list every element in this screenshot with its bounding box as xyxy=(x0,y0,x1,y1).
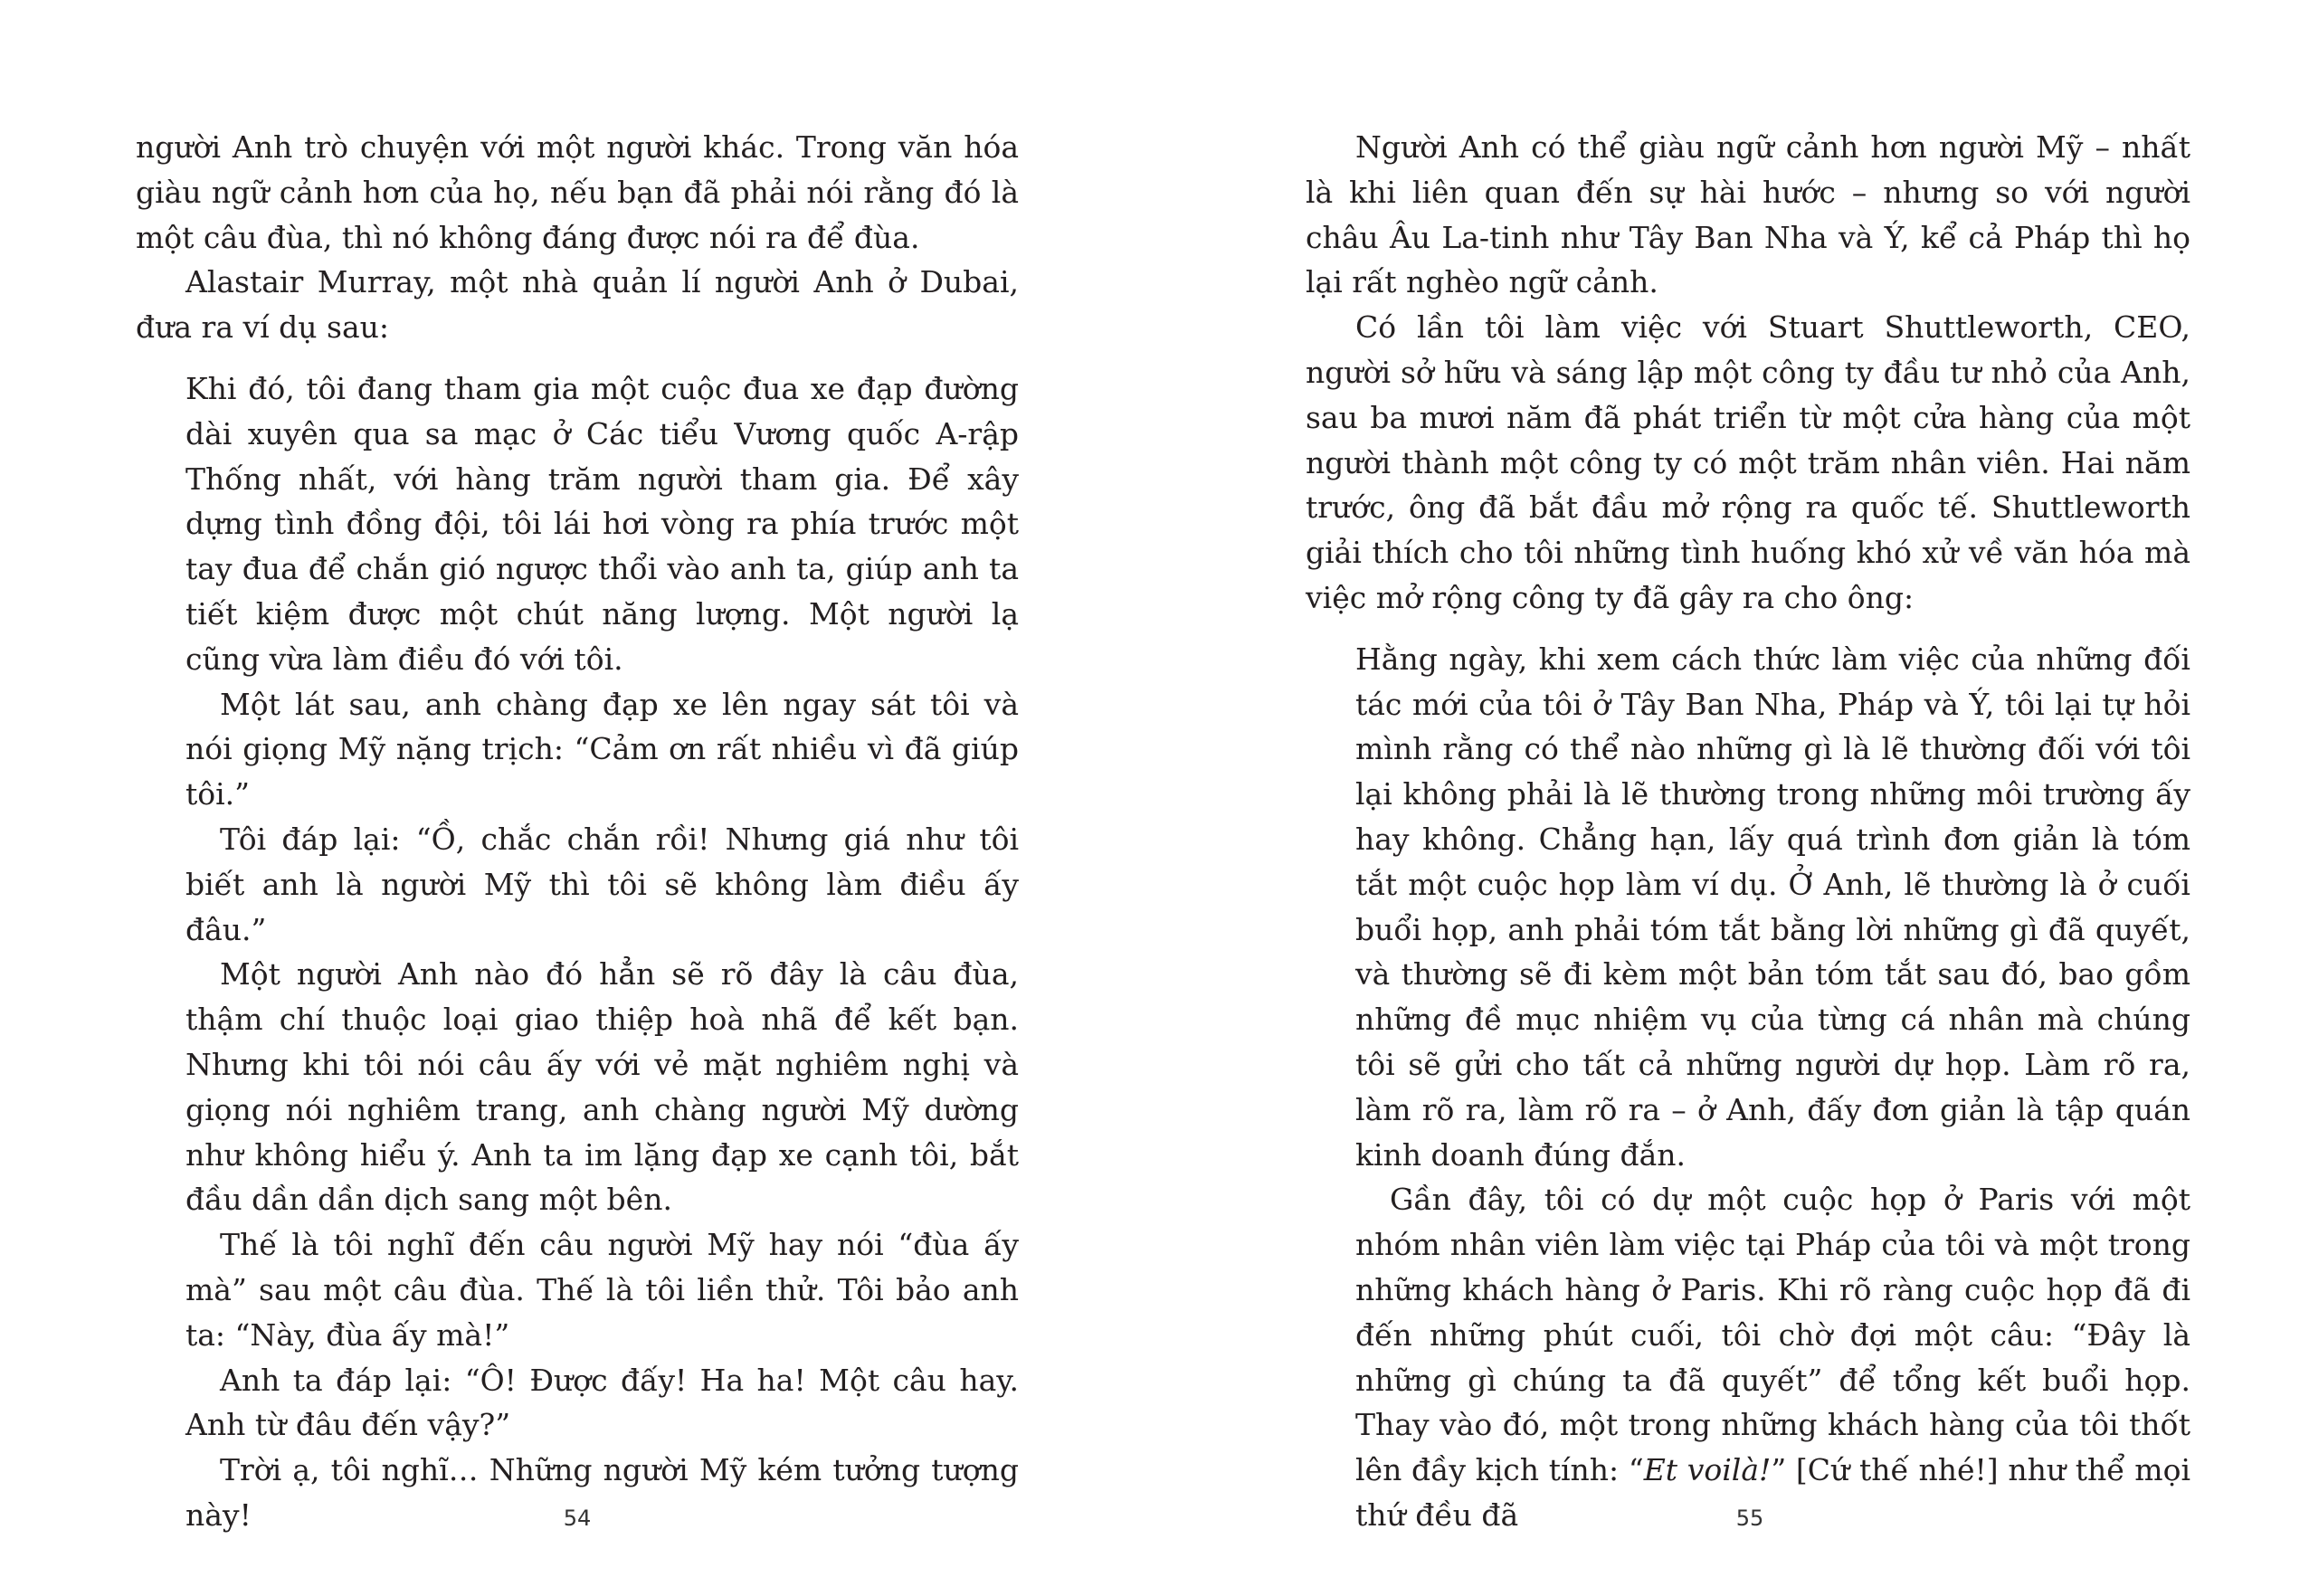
quote-paragraph: Hằng ngày, khi xem cách thức làm việc của những đối tác mới của tôi ở Tây Ban Nha, Pháp và Ý, tôi lại tự hỏi mình rằng có thể nào những gì là lẽ thường đối với tôi lại không phải là lẽ thường trong những môi trường ấy hay không. Chẳng hạn, lấy quá trình đơn giản là tóm tắt một cuộc họp làm ví dụ. Ở Anh, lẽ thường là ở cuối buổi họp, anh phải tóm tắt bằng lời những gì đã quyết, và thường sẽ đi kèm một bản tóm tắt sau đó, bao gồm những đề mục nhiệm vụ của từng cá nhân mà chúng tôi sẽ gửi cho tất cả những người dự họp. Làm rõ ra, làm rõ ra, làm rõ ra – ở Anh, đấy đơn giản là tập quán kinh doanh đúng đắn. xyxy=(1355,641,2190,1173)
quote-paragraph: Trời ạ, tôi nghĩ… Những người Mỹ kém tưởng tượng này! xyxy=(185,1452,1019,1533)
right-page xyxy=(1154,0,2309,1596)
quote-paragraph: Một lát sau, anh chàng đạp xe lên ngay sát tôi và nói giọng Mỹ nặng trịch: “Cảm ơn rất nhiều vì đã giúp tôi.” xyxy=(185,686,1019,812)
paragraph: Có lần tôi làm việc với Stuart Shuttleworth, CEO, người sở hữu và sáng lập một công ty đầu tư nhỏ của Anh, sau ba mươi năm đã phát triển từ một cửa hàng của một người thành một công ty có một trăm nhân viên. Hai năm trước, ông đã bắt đầu mở rộng ra quốc tế. Shuttleworth giải thích cho tôi những tình huống khó xử về văn hóa mà việc mở rộng công ty đã gây ra cho ông: xyxy=(1306,309,2190,615)
left-page-text xyxy=(136,125,1019,1538)
right-page-text xyxy=(1306,125,2190,1538)
quote-paragraph xyxy=(1355,1177,2190,1537)
paragraph: người Anh trò chuyện với một người khác. Trong văn hóa giàu ngữ cảnh hơn của họ, nếu bạn đã phải nói rằng đó là một câu đùa, thì nó không đáng được nói ra để đùa. xyxy=(136,129,1019,255)
quote-text: ” [Cứ thế nhé!] như thể mọi thứ đều đã xyxy=(1355,1452,2190,1533)
page-number: 54 xyxy=(563,1506,592,1531)
paragraph: Alastair Murray, một nhà quản lí người Anh ở Dubai, đưa ra ví dụ sau: xyxy=(136,264,1019,346)
page-number: 55 xyxy=(1735,1506,1764,1531)
quote-paragraph: Thế là tôi nghĩ đến câu người Mỹ hay nói “đùa ấy mà” sau một câu đùa. Thế là tôi liền thử. Tôi bảo anh ta: “Này, đùa ấy mà!” xyxy=(185,1227,1019,1353)
left-page xyxy=(0,0,1154,1596)
quote-text: Gần đây, tôi có dự một cuộc họp ở Paris với một nhóm nhân viên làm việc tại Pháp của tôi và một trong những khách hàng ở Paris. Khi rõ ràng cuộc họp đã đi đến những phút cuối, tôi chờ đợi một câu: “Đây là những gì chúng ta đã quyết” để tổng kết buổi họp. Thay vào đó, một trong những khách hàng của tôi thốt lên đầy kịch tính: “ xyxy=(1355,1182,2190,1488)
quote-paragraph: Anh ta đáp lại: “Ô! Được đấy! Ha ha! Một câu hay. Anh từ đâu đến vậy?” xyxy=(185,1362,1019,1443)
quote-paragraph: Tôi đáp lại: “Ồ, chắc chắn rồi! Nhưng giá như tôi biết anh là người Mỹ thì tôi sẽ không làm điều ấy đâu.” xyxy=(185,821,1019,947)
italic-phrase: Et voilà! xyxy=(1643,1452,1772,1488)
quote-paragraph: Một người Anh nào đó hẳn sẽ rõ đây là câu đùa, thậm chí thuộc loại giao thiệp hoà nhã để kết bạn. Nhưng khi tôi nói câu ấy với vẻ mặt nghiêm nghị và giọng nói nghiêm trang, anh chàng người Mỹ dường như không hiểu ý. Anh ta im lặng đạp xe cạnh tôi, bắt đầu dần dần dịch sang một bên. xyxy=(185,956,1019,1218)
paragraph: Người Anh có thể giàu ngữ cảnh hơn người Mỹ – nhất là khi liên quan đến sự hài hước – nhưng so với người châu Âu La-tinh như Tây Ban Nha và Ý, kể cả Pháp thì họ lại rất nghèo ngữ cảnh. xyxy=(1306,129,2190,300)
quote-paragraph: Khi đó, tôi đang tham gia một cuộc đua xe đạp đường dài xuyên qua sa mạc ở Các tiểu Vương quốc A-rập Thống nhất, với hàng trăm người tham gia. Để xây dựng tình đồng đội, tôi lái hơi vòng ra phía trước một tay đua để chắn gió ngược thổi vào anh ta, giúp anh ta tiết kiệm được một chút năng lượng. Một người lạ cũng vừa làm điều đó với tôi. xyxy=(185,370,1019,677)
